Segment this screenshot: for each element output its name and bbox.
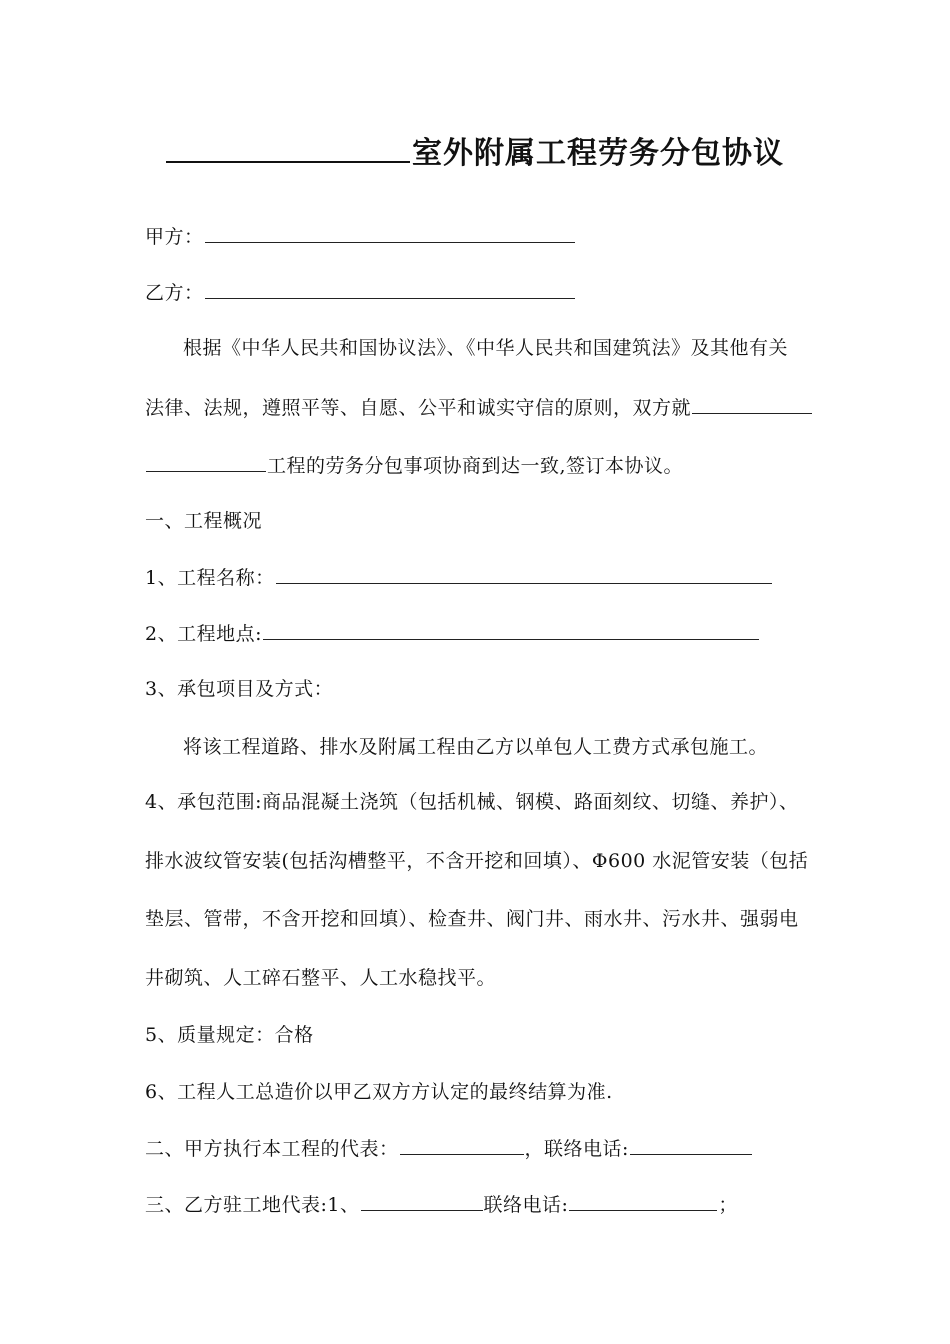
quality-text: 5、质量规定：合格 — [145, 1024, 314, 1046]
contract-scope-label: 3、承包项目及方式： — [145, 678, 334, 700]
section-1-heading — [145, 509, 262, 533]
party-a-label: 甲方： — [145, 226, 204, 248]
party-a-phone-label: ，联络电话: — [524, 1138, 629, 1160]
section-1-heading-text: 一、工程概况 — [145, 510, 263, 532]
item-3-row — [145, 677, 333, 701]
item-5-row — [145, 1023, 314, 1047]
item-4-text-3: 垫层、管带，不含开挖和回填）、检查井、阀门井、雨水井、污水井、强弱电 — [145, 908, 799, 930]
party-a-rep-label: 二、甲方执行本工程的代表： — [145, 1138, 399, 1160]
section-2-row — [145, 1136, 753, 1161]
item-4-line-1 — [145, 790, 799, 814]
party-a-row — [145, 224, 576, 249]
item-6-row — [145, 1080, 613, 1104]
project-name-blank — [276, 565, 772, 584]
project-blank-2 — [146, 453, 266, 472]
party-b-rep-label: 三、乙方驻工地代表:1、 — [145, 1194, 360, 1216]
party-b-phone-label: 联络电话: — [483, 1194, 569, 1216]
item-4-text-4: 井砌筑、人工碎石整平、人工水稳找平。 — [145, 967, 497, 989]
item-4-line-4 — [145, 966, 496, 990]
party-b-row — [145, 280, 576, 305]
section-3-row — [145, 1192, 738, 1217]
project-location-label: 2、工程地点: — [145, 623, 262, 645]
item-4-text-2: 排水波纹管安装(包括沟槽整平，不含开挖和回填）、Φ600 水泥管安装（包括 — [145, 850, 809, 872]
contract-scope-text: 将该工程道路、排水及附属工程由乙方以单包人工费方式承包施工。 — [183, 736, 769, 758]
item-4-line-2 — [145, 849, 808, 873]
item-4-line-3 — [145, 907, 799, 931]
intro-text-2: 法律、法规，遵照平等、自愿、公平和诚实守信的原则，双方就 — [145, 397, 692, 419]
intro-text-1: 根据《中华人民共和国协议法》、《中华人民共和国建筑法》及其他有关 — [183, 337, 789, 359]
item-3-text-row — [183, 735, 768, 759]
party-b-blank — [205, 280, 575, 299]
project-blank-1 — [692, 395, 812, 414]
party-b-label: 乙方： — [145, 282, 204, 304]
party-b-rep-blank — [361, 1192, 483, 1211]
party-a-phone-blank — [630, 1136, 752, 1155]
item-1-row — [145, 565, 773, 590]
semicolon: ； — [718, 1194, 738, 1216]
item-4-text-1: 4、承包范围:商品混凝土浇筑（包括机械、钢模、路面刻纹、切缝、养护）、 — [145, 791, 799, 813]
intro-line-1 — [183, 336, 788, 360]
intro-line-3 — [145, 453, 683, 478]
title-blank-line — [166, 135, 410, 163]
intro-line-2 — [145, 395, 813, 420]
party-b-phone-blank — [569, 1192, 717, 1211]
item-2-row — [145, 621, 760, 646]
document-title: 室外附属工程劳务分包协议 — [412, 136, 784, 171]
project-name-label: 1、工程名称： — [145, 567, 275, 589]
document-title-row — [0, 128, 950, 172]
party-a-blank — [205, 224, 575, 243]
intro-text-3: 工程的劳务分包事项协商到达一致,签订本协议。 — [267, 455, 684, 477]
project-location-blank — [263, 621, 759, 640]
party-a-rep-blank — [400, 1136, 524, 1155]
total-cost-text: 6、工程人工总造价以甲乙双方方认定的最终结算为准. — [145, 1081, 613, 1103]
